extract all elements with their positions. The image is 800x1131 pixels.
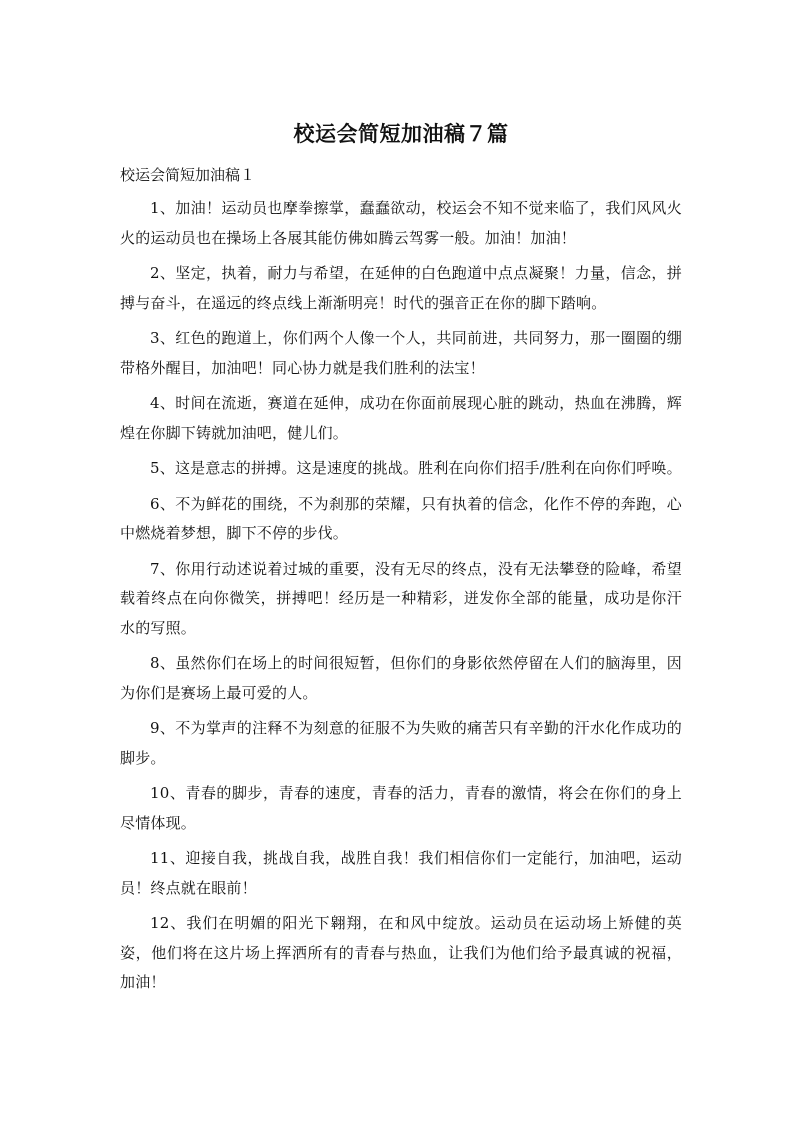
- paragraph: 4、时间在流逝，赛道在延伸，成功在你面前展现心脏的跳动，热血在沸腾，辉煌在你脚下铸就加油吧，健儿们。: [120, 394, 682, 442]
- paragraph-list: [120, 194, 682, 1004]
- paragraph: 10、青春的脚步，青春的速度，青春的活力，青春的激情，将会在你们的身上尽情体现。: [120, 784, 682, 832]
- paragraph: 11、迎接自我，挑战自我，战胜自我！我们相信你们一定能行，加油吧，运动员！终点就在眼前！: [120, 849, 682, 897]
- section-heading: 校运会简短加油稿１: [120, 166, 256, 184]
- document-title: 校运会简短加油稿７篇: [293, 122, 509, 146]
- paragraph: 9、不为掌声的注释不为刻意的征服不为失败的痛苦只有辛勤的汗水化作成功的脚步。: [120, 719, 682, 767]
- paragraph: 8、虽然你们在场上的时间很短暂，但你们的身影依然停留在人们的脑海里，因为你们是赛场上最可爱的人。: [120, 654, 682, 702]
- paragraph: 6、不为鲜花的围绕，不为刹那的荣耀，只有执着的信念，化作不停的奔跑，心中燃烧着梦想，脚下不停的步伐。: [120, 494, 682, 542]
- paragraph: 2、坚定，执着，耐力与希望，在延伸的白色跑道中点点凝聚！力量，信念，拼搏与奋斗，在遥远的终点线上渐渐明亮！时代的强音正在你的脚下踏响。: [120, 264, 682, 312]
- paragraph: 7、你用行动述说着过城的重要，没有无尽的终点，没有无法攀登的险峰，希望载着终点在向你微笑，拼搏吧！经历是一种精彩，迸发你全部的能量，成功是你汗水的写照。: [120, 559, 682, 637]
- paragraph: 5、这是意志的拼搏。这是速度的挑战。胜利在向你们招手/胜利在向你们呼唤。: [150, 459, 682, 477]
- paragraph: 12、我们在明媚的阳光下翱翔，在和风中绽放。运动员在运动场上矫健的英姿，他们将在这片场上挥洒所有的青春与热血，让我们为他们给予最真诚的祝福，加油！: [120, 914, 682, 991]
- paragraph: 1、加油！运动员也摩拳擦掌，蠢蠢欲动，校运会不知不觉来临了，我们风风火火的运动员也在操场上各展其能仿佛如腾云驾雾一般。加油！加油！: [120, 199, 682, 247]
- paragraph: 3、红色的跑道上，你们两个人像一个人，共同前进，共同努力，那一圈圈的绷带格外醒目，加油吧！同心协力就是我们胜利的法宝！: [120, 329, 682, 377]
